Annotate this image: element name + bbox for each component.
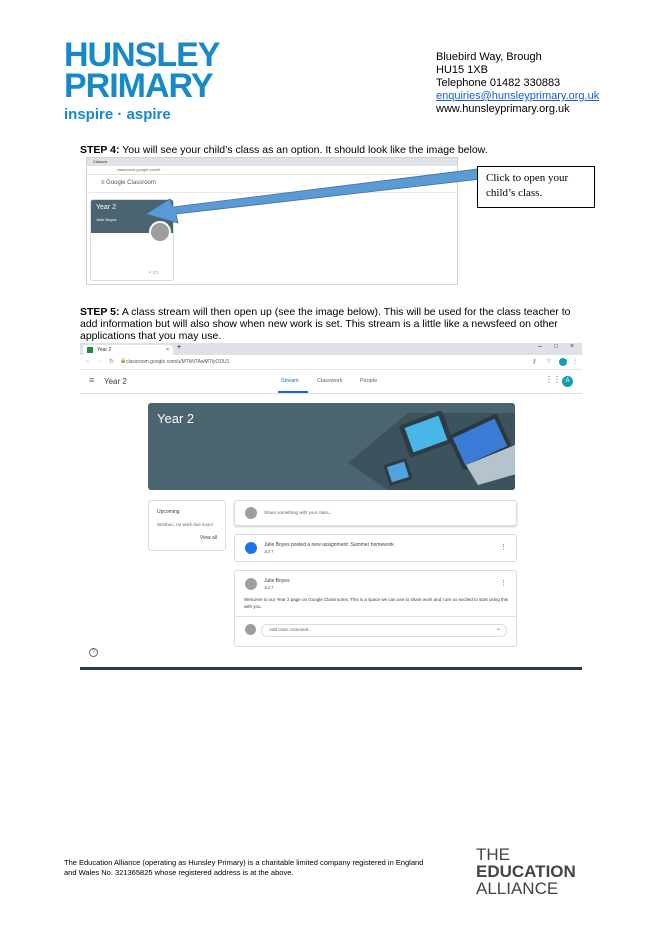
step5-paragraph bbox=[80, 306, 580, 342]
active-tab-indicator bbox=[278, 391, 308, 393]
alliance-line-2: EDUCATION bbox=[476, 862, 576, 881]
apps-grid-icon[interactable]: ⋮⋮ bbox=[545, 375, 561, 384]
author-avatar-icon bbox=[245, 578, 257, 590]
assignment-text[interactable]: Julie Boyes posted a new assignment: Summer homework bbox=[264, 542, 394, 548]
commenter-avatar-icon bbox=[245, 624, 256, 635]
address-telephone: Telephone 01482 330883 bbox=[436, 77, 561, 89]
logo-tagline: inspire · aspire bbox=[64, 106, 171, 123]
upcoming-text: Woohoo, no work due soon! bbox=[157, 522, 213, 527]
assignment-post[interactable] bbox=[234, 534, 517, 562]
window-close-icon[interactable]: × bbox=[570, 343, 575, 350]
forward-icon[interactable]: → bbox=[97, 358, 103, 364]
close-tab-icon[interactable]: × bbox=[166, 347, 169, 353]
post-options-icon[interactable]: ⋮ bbox=[500, 544, 507, 551]
minimize-icon[interactable]: – bbox=[538, 343, 542, 350]
browser-url[interactable]: classroom.google.com/u/MTkNTAwMTIyODU1 bbox=[126, 359, 230, 365]
comment-placeholder: Add class comment... bbox=[269, 627, 313, 632]
browser-tab-title: Classes bbox=[93, 159, 108, 164]
browser-tab[interactable] bbox=[83, 345, 173, 355]
key-icon[interactable]: ⚷ bbox=[532, 359, 537, 365]
class-card-teacher: Julie Boyes bbox=[96, 217, 117, 222]
logo-line-1: HUNSLEY bbox=[64, 36, 220, 74]
star-icon[interactable]: ☆ bbox=[546, 358, 552, 364]
app-name: Google Classroom bbox=[106, 180, 156, 186]
user-avatar[interactable]: A bbox=[562, 376, 573, 387]
class-stream-screenshot bbox=[80, 343, 582, 670]
back-icon[interactable]: ← bbox=[85, 358, 91, 364]
send-icon[interactable]: ➢ bbox=[495, 627, 501, 633]
announcement-body: Welcome to our Year 2 page on Google Classrooms. This is a space we can use to share work and I am so excited to start using this with you. bbox=[244, 597, 508, 609]
view-all-link[interactable]: View all bbox=[199, 535, 217, 541]
class-banner bbox=[148, 403, 515, 490]
step4-label: STEP 4: bbox=[80, 144, 120, 156]
share-placeholder[interactable]: Share something with your class... bbox=[264, 510, 333, 515]
user-avatar-icon bbox=[245, 507, 257, 519]
assignment-date: Jul 7 bbox=[264, 549, 274, 554]
comment-input[interactable] bbox=[261, 624, 507, 637]
address-website: www.hunsleyprimary.org.uk bbox=[436, 103, 570, 115]
address-street: Bluebird Way, Brough bbox=[436, 51, 542, 63]
card-folder-icon: ▫ ▭ bbox=[149, 270, 159, 276]
education-alliance-logo bbox=[476, 846, 576, 897]
upcoming-title: Upcoming bbox=[157, 509, 180, 515]
browser-tab-bar bbox=[80, 343, 582, 355]
menu-icon[interactable]: ≡ bbox=[89, 375, 95, 385]
tab-classwork[interactable]: Classwork bbox=[317, 378, 343, 384]
announcement-post bbox=[234, 570, 517, 647]
legal-footer: The Education Alliance (operating as Hunsley Primary) is a charitable limited company registered in England and Wales No. 321365825 whose registered address is at the above. bbox=[64, 858, 424, 877]
logo-line-2: PRIMARY bbox=[64, 67, 213, 105]
share-box[interactable] bbox=[234, 500, 517, 526]
more-vert-icon[interactable]: ⋮ bbox=[572, 359, 578, 365]
class-title: Year 2 bbox=[104, 377, 127, 386]
reload-icon[interactable]: ↻ bbox=[109, 359, 115, 365]
announcement-date: Jul 7 bbox=[264, 585, 274, 590]
assignment-icon bbox=[245, 542, 257, 554]
post-options-icon[interactable]: ⋮ bbox=[500, 580, 507, 587]
pointer-arrow bbox=[0, 0, 662, 300]
banner-title: Year 2 bbox=[157, 411, 195, 426]
divider bbox=[235, 616, 516, 617]
browser-tab-title: Year 2 bbox=[97, 347, 112, 353]
banner-devices-illustration bbox=[148, 403, 515, 490]
maximize-icon[interactable]: □ bbox=[554, 344, 558, 350]
lock-icon: 🔒 bbox=[120, 358, 127, 364]
help-icon[interactable]: ? bbox=[89, 648, 98, 657]
classroom-favicon-icon bbox=[87, 347, 93, 353]
upcoming-card bbox=[148, 500, 226, 551]
arrow-shape bbox=[146, 169, 481, 223]
address-postcode: HU15 1XB bbox=[436, 64, 488, 76]
new-tab-icon[interactable]: + bbox=[177, 344, 182, 351]
announcement-author: Julie Boyes bbox=[264, 578, 290, 584]
profile-icon[interactable] bbox=[559, 358, 567, 366]
alliance-line-1: THE bbox=[476, 845, 510, 864]
callout-box: Click to open your child’s class. bbox=[477, 166, 595, 208]
tab-people[interactable]: People bbox=[360, 378, 378, 384]
alliance-line-3: ALLIANCE bbox=[476, 879, 559, 898]
class-card-title: Year 2 bbox=[96, 204, 116, 211]
tab-stream[interactable]: Stream bbox=[281, 378, 299, 384]
menu-icon: ≡ bbox=[101, 180, 107, 186]
browser-url: classroom.google.com/h bbox=[117, 167, 161, 172]
email-link[interactable]: enquiries@hunsleyprimary.org.uk bbox=[436, 90, 600, 102]
step4-text: You will see your child’s class as an option. It should look like the image below. bbox=[119, 144, 488, 156]
step5-text: A class stream will then open up (see the image below). This will be used for the class teacher to add information but will also show when new work is set. This stream is a little like a newsfeed on other applications that you may use. bbox=[80, 306, 571, 342]
classroom-app-bar bbox=[80, 370, 582, 394]
browser-url-bar bbox=[80, 355, 582, 370]
step5-label: STEP 5: bbox=[80, 306, 120, 318]
